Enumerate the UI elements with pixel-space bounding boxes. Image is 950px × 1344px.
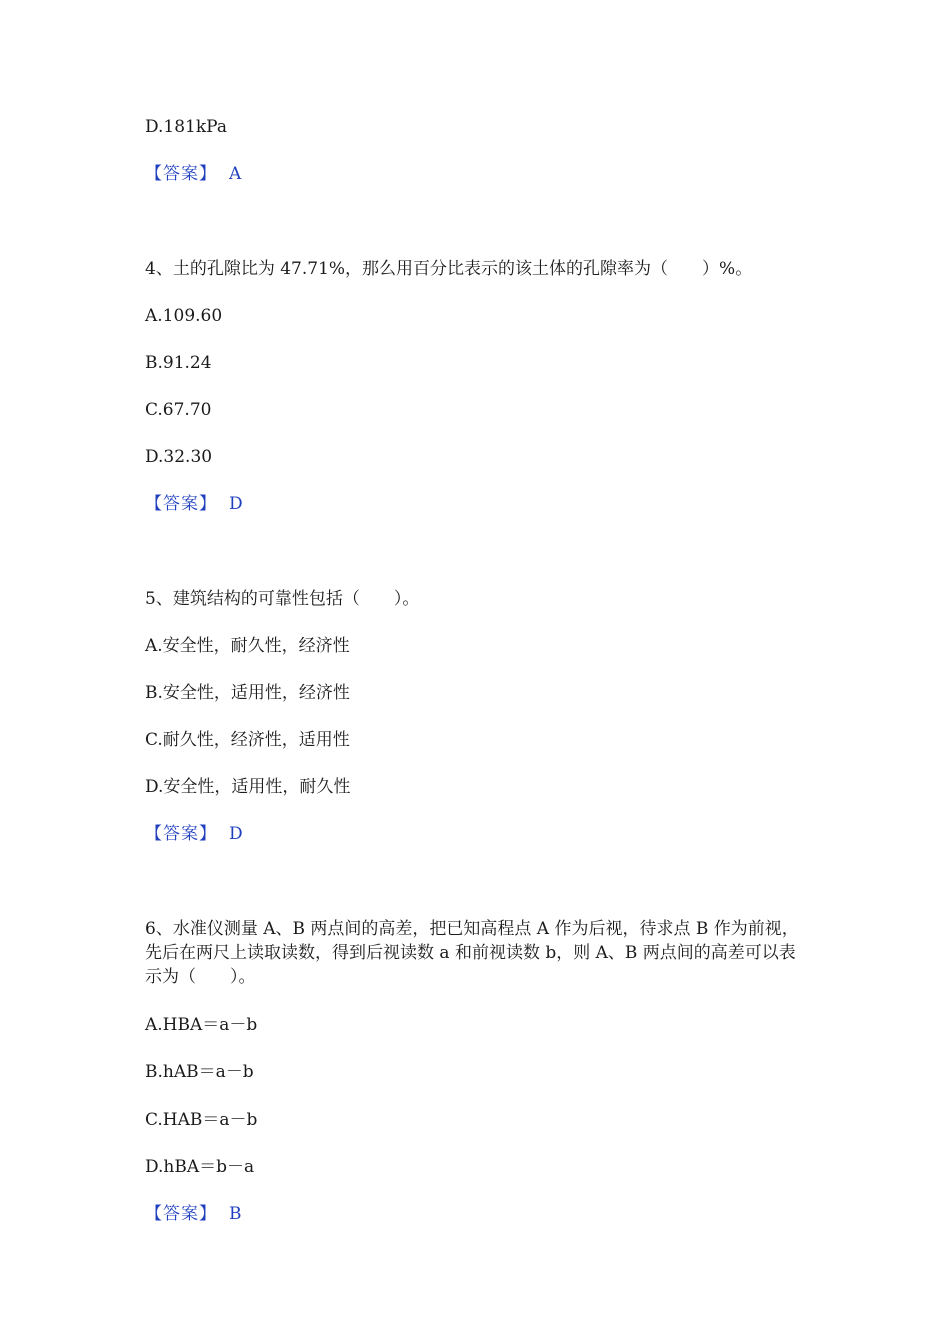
option-c: C.耐久性，经济性，适用性: [145, 730, 350, 750]
question-stem: 6、水准仪测量 A、B 两点间的高差，把已知高程点 A 作为后视，待求点 B 作为前视，先后在两尺上读取读数，得到后视读数 a 和前视读数 b，则 A、B 两点间的高差可以表示为（ ）。: [145, 919, 799, 987]
answer-value: A: [229, 164, 242, 184]
option-d: D.32.30: [145, 447, 213, 467]
option-d: D.hBA＝b－a: [145, 1157, 255, 1177]
answer-value: B: [229, 1204, 242, 1224]
answer-row: [145, 162, 241, 186]
question-stem: 4、土的孔隙比为 47.71%，那么用百分比表示的该土体的孔隙率为（ ）%。: [145, 259, 753, 279]
option-b: B.安全性，适用性，经济性: [145, 683, 350, 703]
option-d: D.181kPa: [145, 117, 227, 137]
option-b: B.hAB＝a－b: [145, 1062, 254, 1082]
answer-label: 【答案】: [145, 1204, 217, 1224]
question-stem: 5、建筑结构的可靠性包括（ ）。: [145, 589, 420, 609]
option-a: A.109.60: [145, 306, 223, 326]
answer-value: D: [229, 494, 243, 514]
answer-label: 【答案】: [145, 164, 217, 184]
option-c: C.67.70: [145, 400, 212, 420]
option-c: C.HAB＝a－b: [145, 1110, 258, 1130]
option-d: D.安全性，适用性，耐久性: [145, 777, 351, 797]
option-a: A.HBA＝a－b: [145, 1015, 258, 1035]
answer-row: [145, 822, 243, 846]
option-a: A.安全性，耐久性，经济性: [145, 636, 350, 656]
answer-row: [145, 1202, 242, 1226]
answer-row: [145, 492, 243, 516]
answer-label: 【答案】: [145, 494, 217, 514]
answer-label: 【答案】: [145, 824, 217, 844]
option-b: B.91.24: [145, 353, 212, 373]
answer-value: D: [229, 824, 243, 844]
